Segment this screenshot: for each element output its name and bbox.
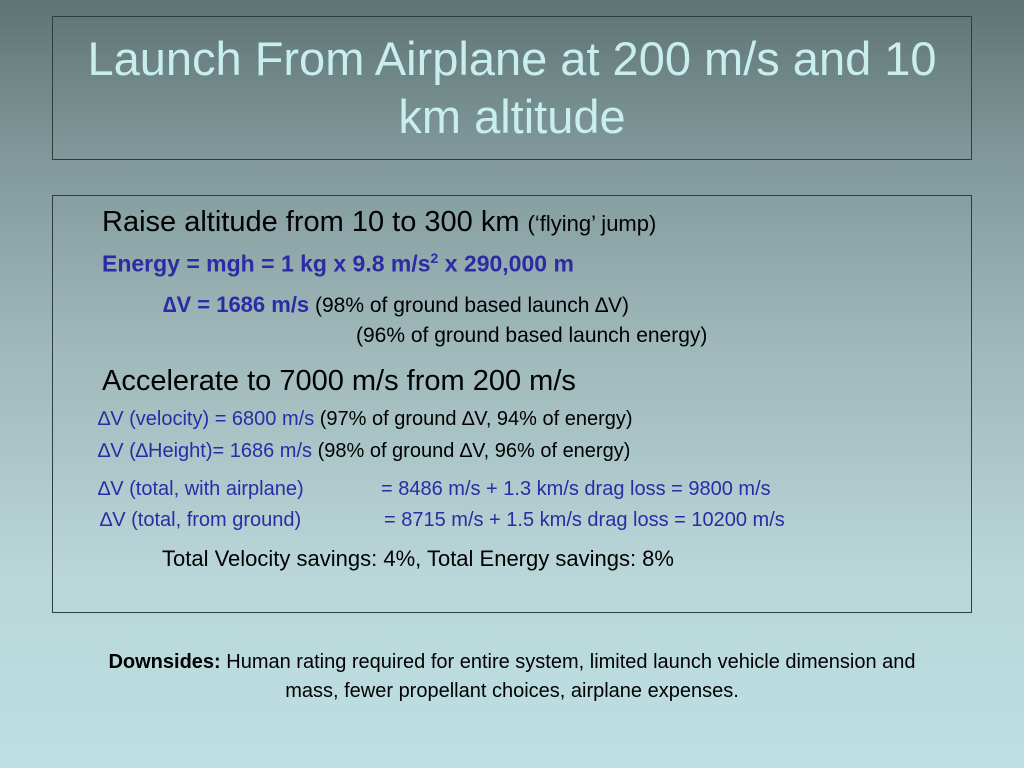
dv-velocity-row — [98, 408, 633, 431]
dv-total-ground-value: = 8715 m/s + 1.5 km/s drag loss = 10200 m/s — [384, 509, 785, 531]
dv-velocity-note: (97% of ground ∆V, 94% of energy) — [314, 408, 633, 430]
energy-line — [102, 250, 574, 278]
flying-jump-note: (‘flying’ jump) — [527, 211, 657, 236]
total-savings: Total Velocity savings: 4%, Total Energy savings: 8% — [162, 546, 674, 571]
downsides-note — [80, 648, 944, 706]
content-box — [52, 195, 972, 613]
slide-title: Launch From Airplane at 200 m/s and 10 km altitude — [87, 32, 937, 143]
title-box — [52, 16, 972, 160]
raise-altitude-heading: Raise altitude from 10 to 300 km — [102, 206, 520, 238]
downsides-text: Human rating required for entire system, limited launch vehicle dimension and mass, fewer propellant choices, airplane expenses. — [220, 651, 916, 702]
dv-total-airplane-row — [98, 478, 304, 501]
energy-formula-tail: x 290,000 m — [438, 250, 574, 277]
dv-total-ground-label: ∆V (total, from ground) — [100, 509, 302, 531]
dv-altitude-note-energy: (96% of ground based launch energy) — [356, 324, 708, 347]
dv-altitude-value: ∆V = 1686 m/s — [163, 292, 310, 317]
dv-velocity-label: ∆V (velocity) = 6800 m/s — [98, 408, 315, 430]
accelerate-heading: Accelerate to 7000 m/s from 200 m/s — [102, 365, 576, 397]
dv-altitude-line — [163, 292, 629, 318]
dv-total-airplane-value: = 8486 m/s + 1.3 km/s drag loss = 9800 m/s — [381, 478, 771, 500]
energy-exponent: 2 — [430, 250, 439, 266]
dv-height-row — [98, 440, 630, 463]
dv-total-ground-row — [100, 509, 301, 532]
dv-total-airplane-label: ∆V (total, with airplane) — [98, 478, 304, 500]
raise-altitude-line — [102, 206, 656, 239]
downsides-label: Downsides: — [108, 651, 221, 673]
energy-formula: Energy = mgh = 1 kg x 9.8 m/s — [102, 250, 431, 277]
dv-height-label: ∆V (∆Height)= 1686 m/s — [98, 440, 313, 462]
dv-height-note: (98% of ground ∆V, 96% of energy) — [312, 440, 631, 462]
dv-altitude-note-velocity: (98% of ground based launch ∆V) — [309, 294, 630, 317]
